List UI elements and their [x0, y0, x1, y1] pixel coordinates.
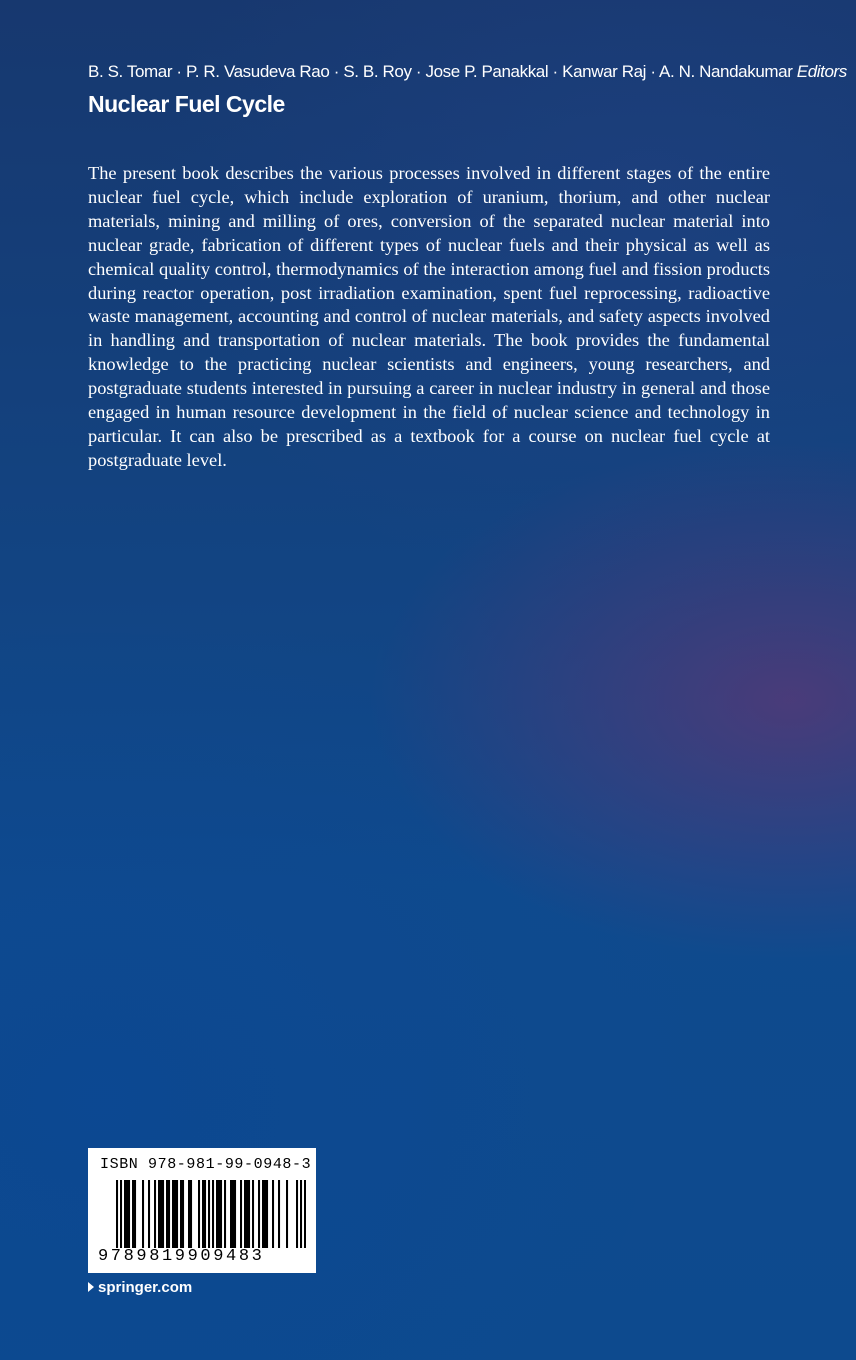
barcode-bar: [266, 1180, 268, 1248]
editor-name: A. N. Nandakumar: [659, 62, 793, 81]
editor-separator: ·: [172, 62, 187, 81]
barcode-bar: [248, 1180, 250, 1248]
barcode-bar: [264, 1180, 266, 1248]
barcode-bar: [148, 1180, 150, 1248]
barcode-bar: [174, 1180, 176, 1248]
barcode-bar: [272, 1180, 274, 1248]
barcode-bar: [202, 1180, 204, 1248]
arrow-right-icon: [88, 1282, 94, 1292]
editors-line: [88, 59, 847, 85]
barcode-bar: [304, 1180, 306, 1248]
editor-separator: ·: [646, 62, 660, 81]
barcode-bar: [158, 1180, 160, 1248]
barcode-bar: [286, 1180, 288, 1248]
barcode-bar: [116, 1180, 118, 1248]
barcode-bar: [154, 1180, 156, 1248]
barcode-bar: [168, 1180, 170, 1248]
editor-name: Kanwar Raj: [562, 62, 647, 81]
isbn-label: ISBN 978-981-99-0948-3: [100, 1156, 312, 1173]
barcode-bar: [300, 1180, 302, 1248]
barcode-bar: [120, 1180, 122, 1248]
publisher-link[interactable]: [88, 1278, 192, 1298]
barcode-bar: [180, 1180, 182, 1248]
isbn-barcode-box: [88, 1148, 316, 1273]
barcode-bar: [198, 1180, 200, 1248]
barcode-bar: [240, 1180, 242, 1248]
barcode-bar: [188, 1180, 190, 1248]
barcode-bar: [230, 1180, 232, 1248]
barcode-bar: [190, 1180, 192, 1248]
barcode-bar: [160, 1180, 162, 1248]
barcode-bar: [208, 1180, 210, 1248]
barcode-bar: [262, 1180, 264, 1248]
barcode-bar: [126, 1180, 128, 1248]
editors-names: [88, 62, 792, 81]
barcode-bar: [232, 1180, 234, 1248]
barcode-bar: [234, 1180, 236, 1248]
barcode-bar: [218, 1180, 220, 1248]
barcode-bar: [162, 1180, 164, 1248]
barcode-bar: [258, 1180, 260, 1248]
editor-name: S. B. Roy: [343, 62, 412, 81]
barcode: [116, 1180, 306, 1248]
barcode-bar: [142, 1180, 144, 1248]
editors-role: Editors: [796, 62, 847, 81]
editor-separator: ·: [329, 62, 344, 81]
publisher-url: springer.com: [98, 1279, 193, 1296]
editor-name: P. R. Vasudeva Rao: [186, 62, 330, 81]
book-title: Nuclear Fuel Cycle: [88, 91, 285, 117]
barcode-bar: [132, 1180, 134, 1248]
barcode-digits: 9789819909483: [98, 1247, 265, 1266]
barcode-bar: [212, 1180, 214, 1248]
barcode-bar: [296, 1180, 298, 1248]
editor-separator: ·: [548, 62, 563, 81]
barcode-bar: [176, 1180, 178, 1248]
editor-name: B. S. Tomar: [88, 62, 173, 81]
editor-separator: ·: [411, 62, 426, 81]
barcode-bar: [216, 1180, 218, 1248]
barcode-bar: [124, 1180, 126, 1248]
barcode-bar: [172, 1180, 174, 1248]
barcode-bar: [134, 1180, 136, 1248]
barcode-bar: [128, 1180, 130, 1248]
barcode-bar: [278, 1180, 280, 1248]
editor-name: Jose P. Panakkal: [425, 62, 549, 81]
barcode-bar: [220, 1180, 222, 1248]
book-description: The present book describes the various processes involved in different stages of the entire nuclear fuel cycle, which include exploration of uranium, thorium, and other nuclear materials, mining and milling of ores, conversion of the separated nuclear material into nuclear grade, fabrication of different types of nuclear fuels and their physical as well as chemical quality control, thermodynamics of the interaction among fuel and fission products during reactor operation, post irradiation examination, spent fuel reprocessing, radioactive waste management, accounting and control of nuclear materials, and safety aspects involved in handling and transportation of nuclear materials. The book provides the fundamental knowledge to the practicing nuclear scientists and engineers, young researchers, and postgraduate students interested in pursuing a career in nuclear industry in general and those engaged in human resource development in the field of nuclear science and technology in particular. It can also be prescribed as a textbook for a course on nuclear fuel cycle at postgraduate level.: [88, 163, 770, 470]
barcode-bar: [182, 1180, 184, 1248]
barcode-bar: [252, 1180, 254, 1248]
barcode-bar: [246, 1180, 248, 1248]
barcode-bar: [244, 1180, 246, 1248]
barcode-bar: [224, 1180, 226, 1248]
barcode-bar: [204, 1180, 206, 1248]
barcode-bar: [166, 1180, 168, 1248]
